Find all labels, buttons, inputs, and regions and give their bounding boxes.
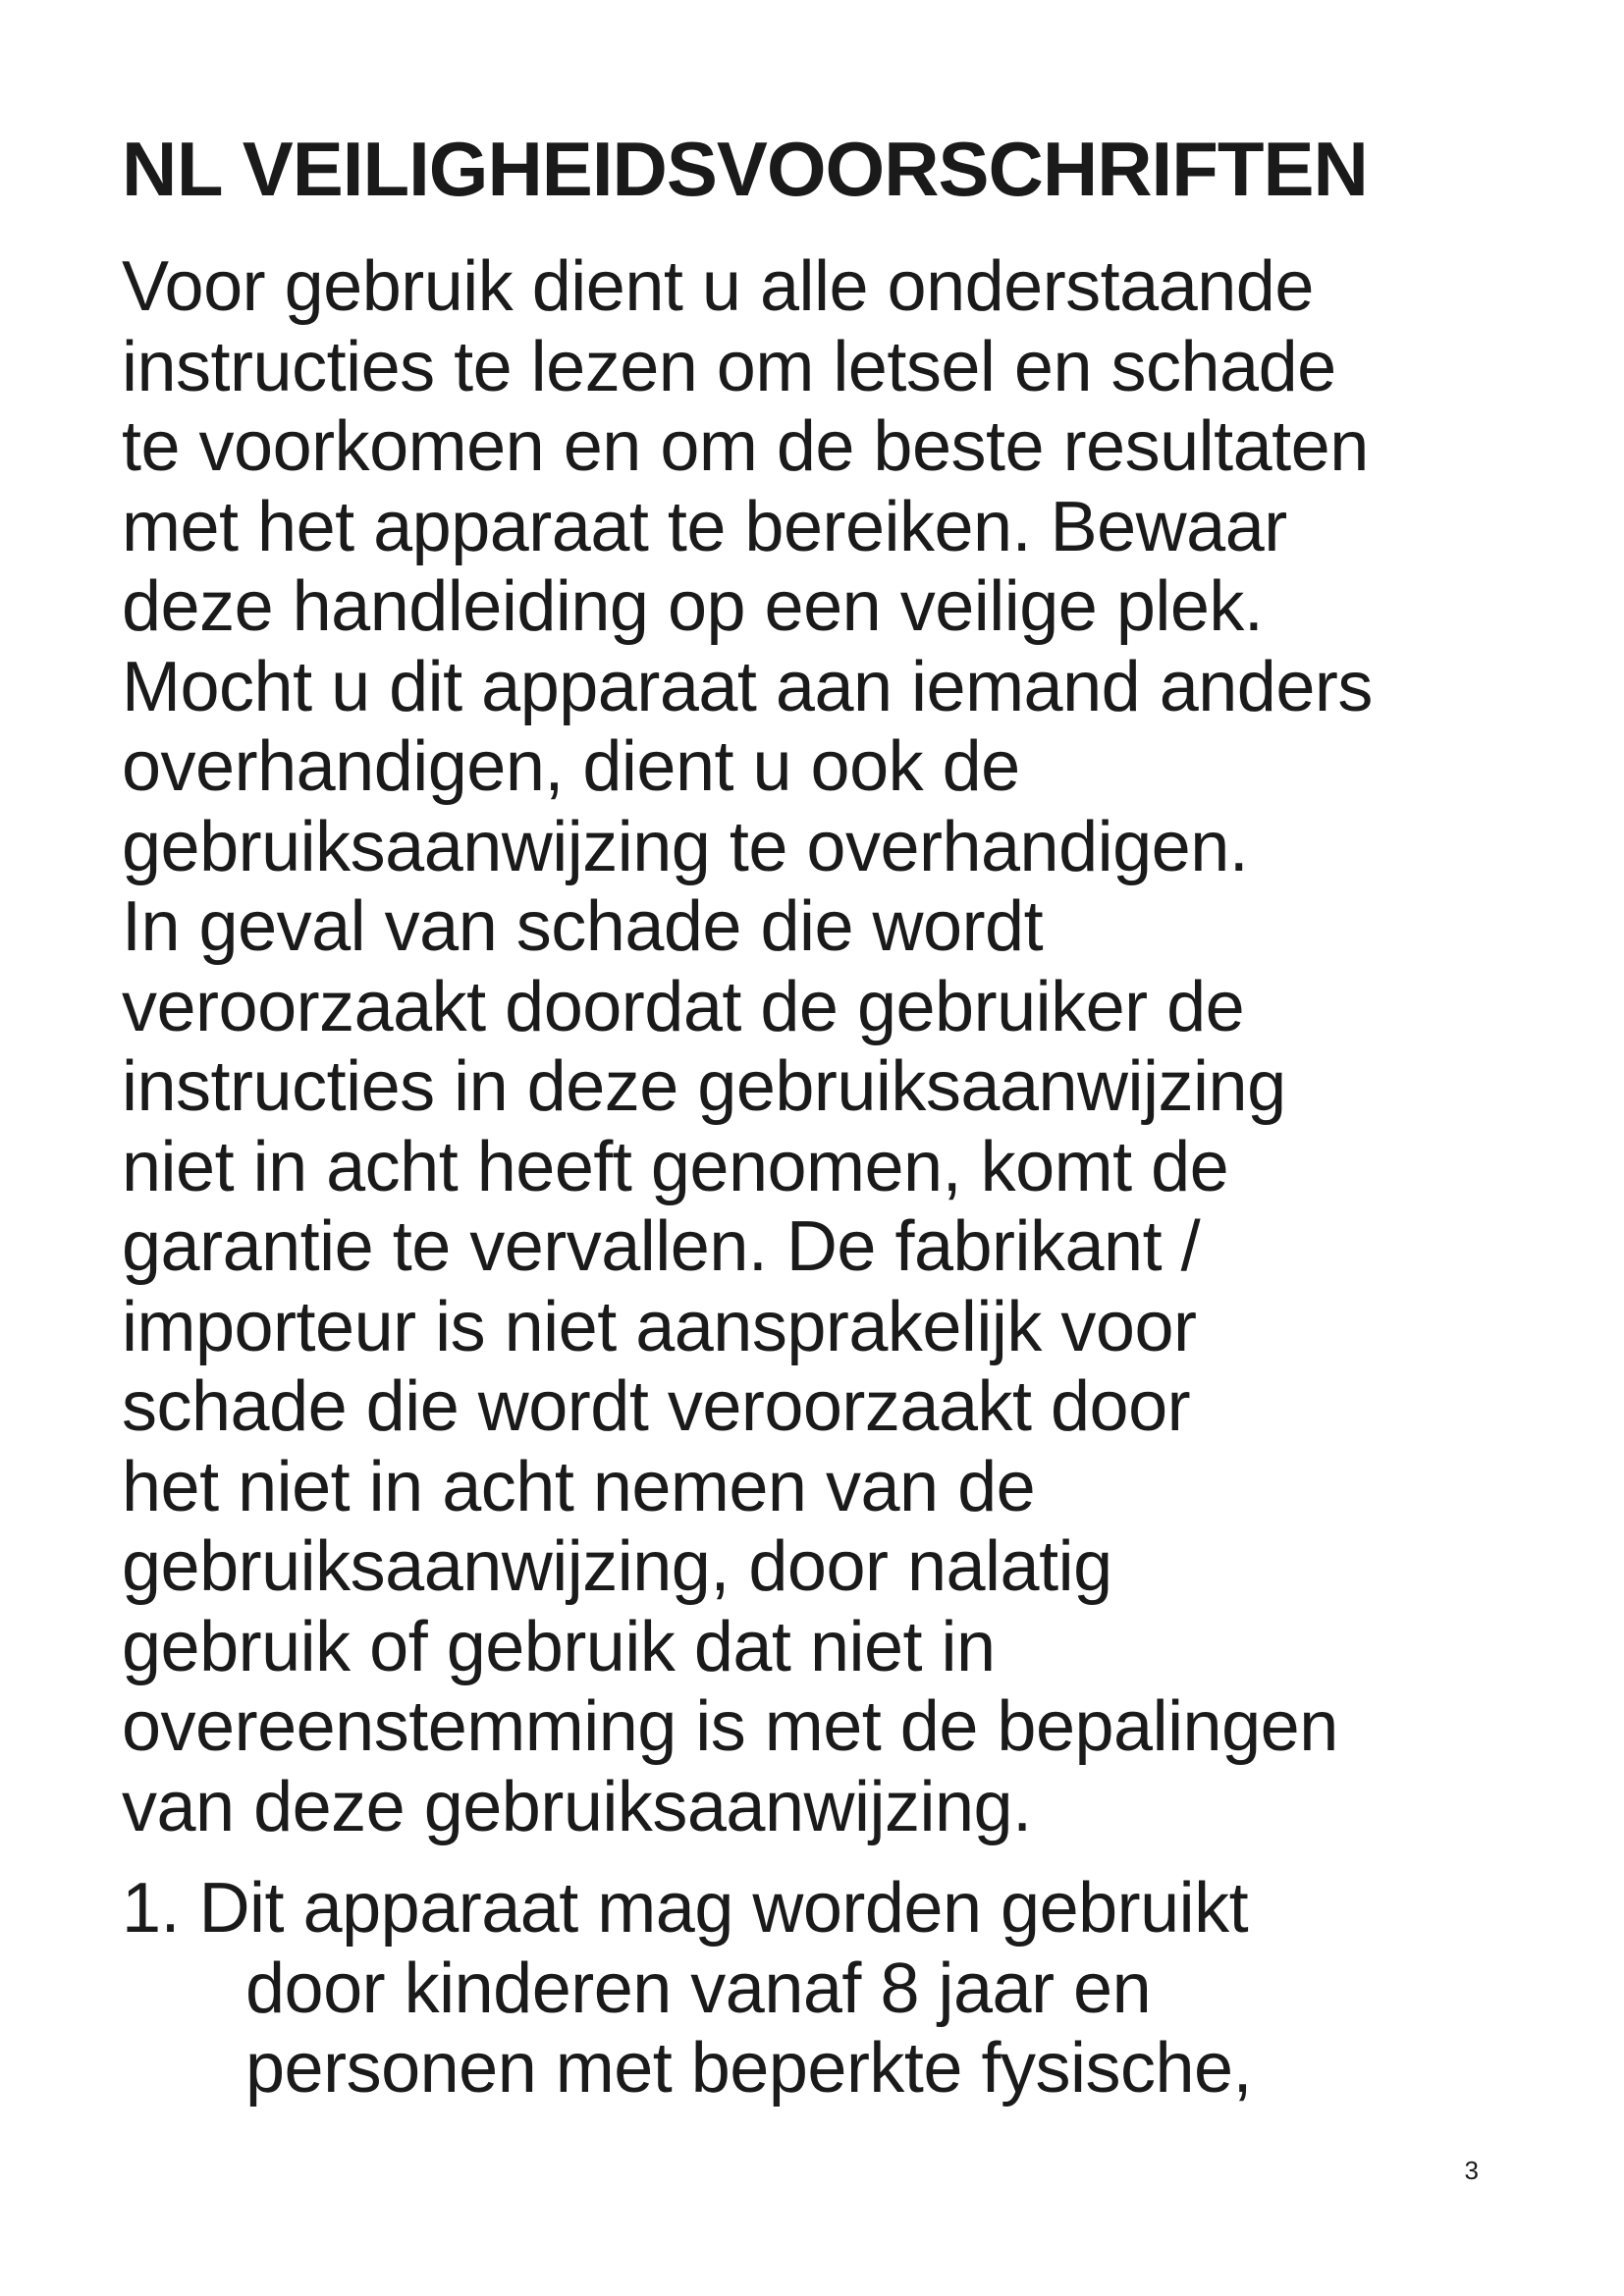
language-code: NL	[122, 126, 222, 212]
intro-line: gebruiksaanwijzing, door nalatig	[122, 1527, 1112, 1606]
intro-line: met het apparaat te bereiken. Bewaar	[122, 487, 1287, 566]
list-item-line: personen met beperkte fysische,	[245, 2029, 1253, 2108]
list-item-text: Dit apparaat mag worden gebruikt	[198, 1869, 1249, 1948]
intro-line: niet in acht heeft genomen, komt de	[122, 1127, 1229, 1206]
intro-line: gebruik of gebruik dat niet in	[122, 1607, 996, 1686]
intro-line: importeur is niet aansprakelijk voor	[122, 1287, 1197, 1366]
numbered-list-item	[122, 1869, 1252, 2109]
intro-line: schade die wordt veroorzaakt door	[122, 1367, 1191, 1446]
intro-line: het niet in acht nemen van de	[122, 1447, 1036, 1526]
section-heading	[122, 122, 1368, 216]
list-item-first-line	[122, 1869, 1252, 1949]
heading-title: VEILIGHEIDSVOORSCHRIFTEN	[242, 126, 1368, 212]
intro-line: veroorzaakt doordat de gebruiker de	[122, 967, 1245, 1046]
intro-line: In geval van schade die wordt	[122, 887, 1044, 966]
intro-line: overeenstemming is met de bepalingen	[122, 1687, 1338, 1766]
list-item-line: door kinderen vanaf 8 jaar en	[245, 1949, 1152, 2028]
list-item-number: 1.	[122, 1869, 181, 1948]
intro-line: Mocht u dit apparaat aan iemand anders	[122, 647, 1373, 726]
page-number: 3	[1464, 2156, 1479, 2185]
intro-paragraph	[122, 247, 1373, 1847]
intro-line: deze handleiding op een veilige plek.	[122, 567, 1264, 646]
intro-line: van deze gebruiksaanwijzing.	[122, 1767, 1032, 1846]
intro-line: overhandigen, dient u ook de	[122, 727, 1020, 806]
intro-line: gebruiksaanwijzing te overhandigen.	[122, 807, 1249, 886]
intro-line: garantie te vervallen. De fabrikant /	[122, 1207, 1201, 1286]
intro-line: instructies in deze gebruiksaanwijzing	[122, 1047, 1286, 1126]
intro-line: te voorkomen en om de beste resultaten	[122, 407, 1369, 486]
intro-line: Voor gebruik dient u alle onderstaande	[122, 247, 1314, 326]
intro-line: instructies te lezen om letsel en schade	[122, 327, 1336, 406]
